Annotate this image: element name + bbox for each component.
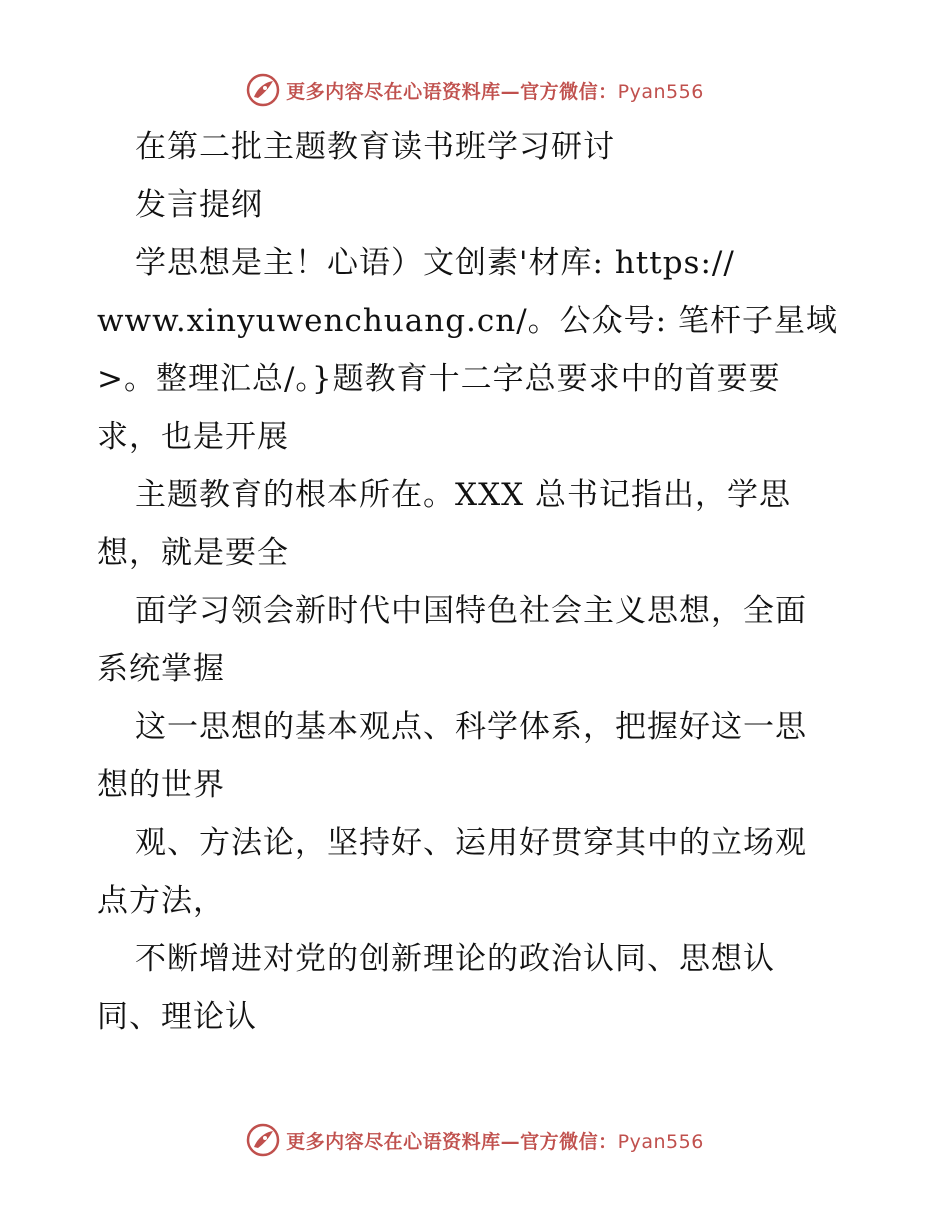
text-line: 点方法， bbox=[97, 883, 225, 919]
footer-wechat-id: Pyan556 bbox=[617, 1130, 704, 1153]
text-line: 求，也是开展 bbox=[97, 419, 289, 455]
pen-nib-logo-icon bbox=[246, 73, 280, 107]
text-line: 面学习领会新时代中国特色社会主义思想，全面 bbox=[135, 593, 807, 629]
header-banner bbox=[0, 70, 950, 110]
text-line: 同、理论认 bbox=[97, 999, 257, 1035]
text-line: >。整理汇总/。}题教育十二字总要求中的首要要 bbox=[97, 361, 781, 397]
text-line: 不断增进对党的创新理论的政治认同、思想认 bbox=[135, 941, 775, 977]
text-line: 系统掌握 bbox=[97, 651, 225, 687]
text-line: 学思想是主！心语）文创素'材库: https:// bbox=[135, 245, 735, 281]
text-line: 想，就是要全 bbox=[97, 535, 289, 571]
text-line: 想的世界 bbox=[97, 767, 225, 803]
header-wechat-id: Pyan556 bbox=[617, 80, 704, 103]
pen-nib-logo-icon bbox=[246, 1123, 280, 1157]
footer-banner-text: 更多内容尽在心语资料库—官方微信：Pyan556 bbox=[286, 1130, 704, 1153]
text-line: www.xinyuwenchuang.cn/。公众号: 笔杆子星域 bbox=[97, 303, 838, 339]
footer-banner bbox=[0, 1120, 950, 1160]
document-body bbox=[97, 118, 857, 1046]
header-banner-text: 更多内容尽在心语资料库—官方微信：Pyan556 bbox=[286, 80, 704, 103]
text-line: 主题教育的根本所在。XXX 总书记指出，学思 bbox=[135, 477, 792, 513]
text-line: 在第二批主题教育读书班学习研讨 bbox=[135, 129, 615, 165]
text-line: 这一思想的基本观点、科学体系，把握好这一思 bbox=[135, 709, 807, 745]
text-line: 发言提纲 bbox=[135, 187, 263, 223]
text-line: 观、方法论，坚持好、运用好贯穿其中的立场观 bbox=[135, 825, 807, 861]
